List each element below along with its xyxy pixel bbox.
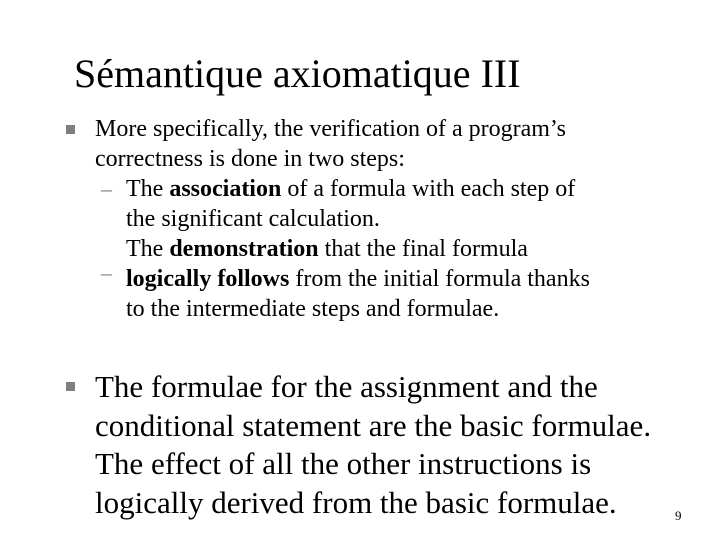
page-number: 9 [675, 508, 682, 523]
sub-item-association-cont: the significant calculation. [126, 206, 380, 232]
bullet-1-line: More specifically, the verification of a program’s [95, 116, 566, 142]
sub-item-demonstration: The demonstration that the final formula [126, 236, 528, 262]
slide-title: Sémantique axiomatique III [74, 51, 521, 96]
bullet-2-line: logically derived from the basic formulae. [95, 484, 617, 520]
sub-item-demonstration-cont: to the intermediate steps and formulae. [126, 296, 500, 322]
bullet-2-line: The effect of all the other instructions is [95, 446, 592, 481]
bullet-1-line: correctness is done in two steps: [95, 146, 405, 172]
bullet-2-line: conditional statement are the basic formulae. [95, 407, 652, 443]
emphasis-demonstration: demonstration [169, 236, 319, 262]
bullet-2-line: The formulae for the assignment and the [95, 369, 598, 404]
bullet-marker [66, 125, 75, 134]
emphasis-association: association [169, 176, 282, 202]
emphasis-logically-follows: logically follows [126, 266, 290, 292]
sub-bullet-dash: – [101, 260, 112, 285]
sub-bullet-dash: – [101, 176, 112, 201]
sub-item-association: The association of a formula with each step of [126, 176, 576, 202]
sub-item-demonstration-cont: logically follows from the initial formula thanks [126, 266, 590, 292]
bullet-1 [95, 114, 590, 324]
bullet-2 [95, 368, 651, 522]
bullet-marker [66, 382, 75, 391]
